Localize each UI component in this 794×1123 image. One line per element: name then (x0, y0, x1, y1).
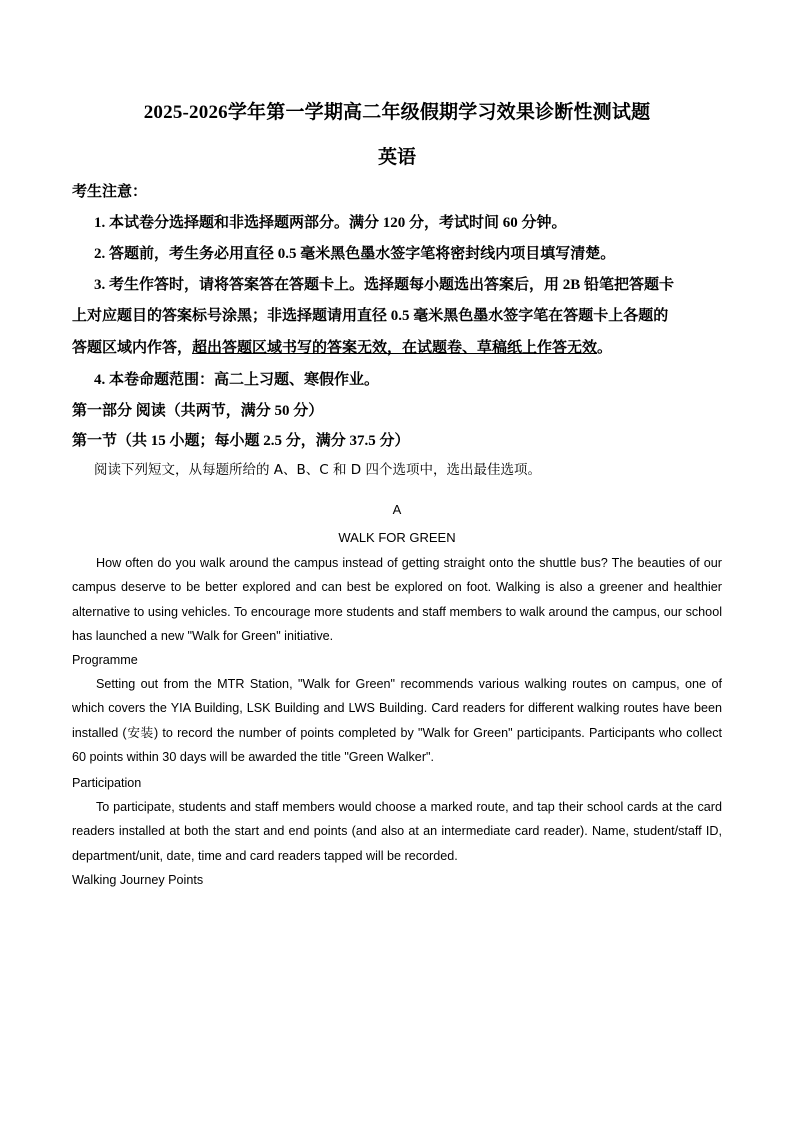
notice-item-3-end: 。 (597, 340, 613, 356)
section-heading: 第一节（共 15 小题；每小题 2.5 分，满分 37.5 分） (72, 433, 410, 449)
part-heading: 第一部分 阅读（共两节，满分 50 分） (72, 403, 324, 419)
notice-item-3-line-2: 上对应题目的答案标号涂黑；非选择题请用直径 0.5 毫米黑色墨水签字笔在答题卡上各题的 (72, 308, 669, 324)
heading-programme: Programme (72, 653, 138, 667)
notice-item-3-plain: 答题区域内作答， (72, 340, 193, 356)
notice-heading: 考生注意： (72, 184, 148, 200)
passage-paragraph-2 (72, 672, 722, 769)
paragraph-2-text: Setting out from the MTR Station, "Walk for Green" recommends various walking routes on campus, one of which covers the YIA Building, LSK Building and LWS Building. Card readers for different walking routes have been installed (安装) to record the number of points completed by "Walk for Green" participants. Participants who collect 60 points within 30 days will be awarded the title "Green Walker". (72, 677, 722, 764)
notice-item-4: 4. 本卷命题范围：高二上习题、寒假作业。 (94, 372, 380, 388)
passage-paragraph-1 (72, 551, 722, 648)
notice-item-3-line-3 (72, 336, 612, 357)
passage-letter: A (392, 502, 402, 517)
paragraph-3-text: To participate, students and staff members would choose a marked route, and tap their school cards at the card readers installed at both the start and end points (and also at an intermediate card reader). Name, student/staff ID, department/unit, date, time and card readers tapped will be recorded. (72, 800, 722, 863)
passage-paragraph-3 (72, 795, 722, 868)
notice-item-2: 2. 答题前，考生务必用直径 0.5 毫米黑色墨水签字笔将密封线内项目填写清楚。 (94, 246, 616, 262)
section-instruction: 阅读下列短文，从每题所给的 A、B、C 和 D 四个选项中，选出最佳选项。 (94, 462, 541, 478)
notice-item-3-line-1: 3. 考生作答时，请将答案答在答题卡上。选择题每小题选出答案后，用 2B 铅笔把答题卡 (94, 277, 675, 293)
paragraph-1-text: How often do you walk around the campus instead of getting straight onto the shuttle bus? The beauties of our campus deserve to be better explored and can best be explored on foot. Walking is also a greener and healthier alternative to using vehicles. To encourage more students and staff members to walk around the campus, our school has launched a new "Walk for Green" initiative. (72, 556, 722, 643)
heading-participation: Participation (72, 776, 142, 790)
notice-item-1: 1. 本试卷分选择题和非选择题两部分。满分 120 分，考试时间 60 分钟。 (94, 215, 567, 231)
exam-title: 2025-2026学年第一学期高二年级假期学习效果诊断性测试题 (143, 102, 651, 123)
heading-walking-journey-points: Walking Journey Points (72, 873, 204, 887)
passage-title: WALK FOR GREEN (338, 530, 456, 545)
notice-item-3-underlined: 超出答题区域书写的答案无效，在试题卷、草稿纸上作答无效 (192, 340, 598, 356)
exam-subject: 英语 (377, 147, 416, 168)
